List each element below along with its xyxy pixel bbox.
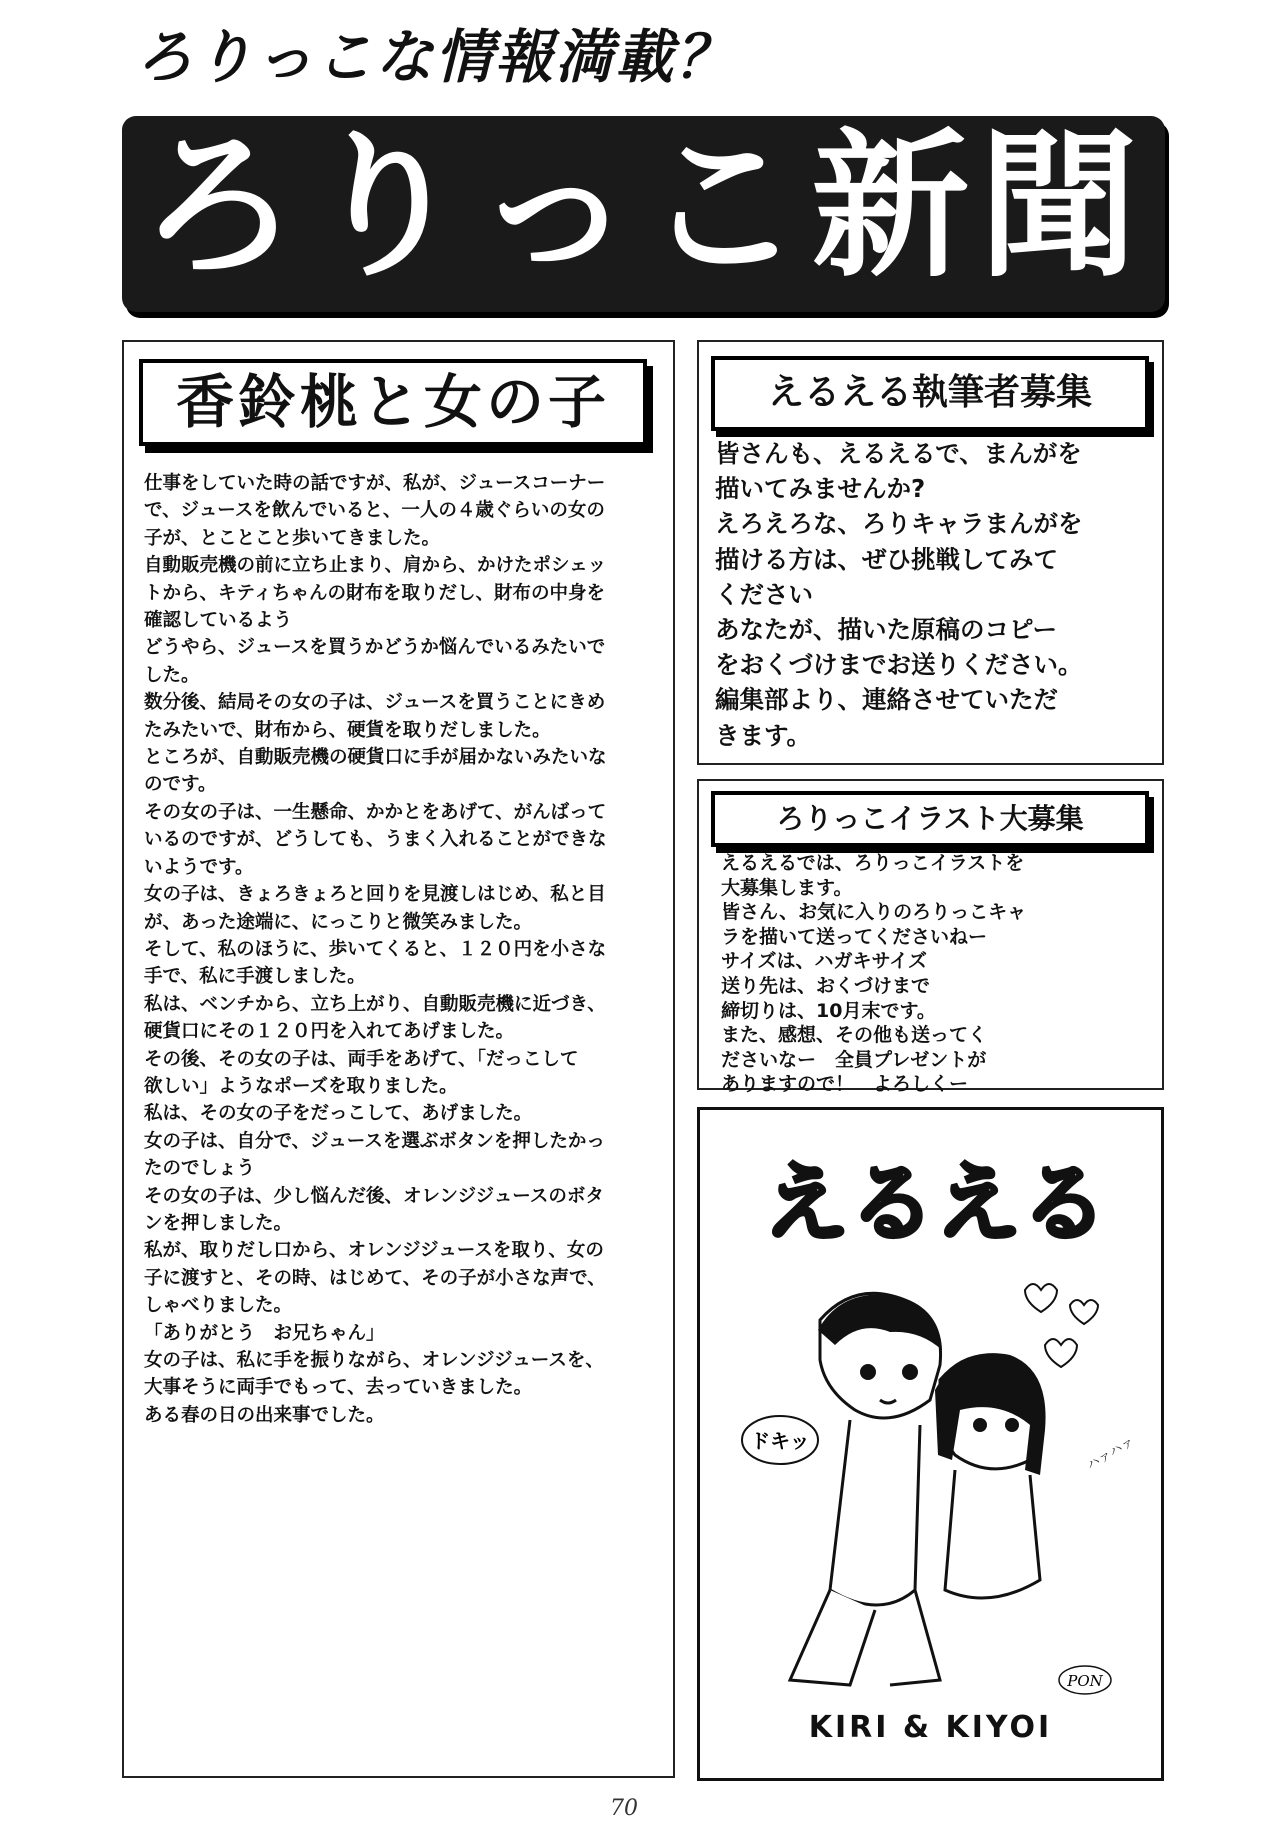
- text-line: 自動販売機の前に立ち止まり、肩から、かけたポシェッ: [144, 555, 607, 577]
- artwork-panel: [697, 1107, 1164, 1781]
- text-line: たのでしょう: [144, 1158, 256, 1180]
- text-line: ださいなー 全員プレゼントが: [721, 1048, 987, 1071]
- text-line: そして、私のほうに、歩いてくると、１２０円を小さな: [144, 938, 607, 960]
- text-line: サイズは、ハガキサイズ: [721, 950, 927, 973]
- artwork-caption: KIRI & KIYOI: [808, 1710, 1053, 1745]
- text-line: ある春の日の出来事でした。: [144, 1404, 385, 1426]
- text-line: えるえるでは、ろりっこイラストを: [721, 852, 1025, 874]
- text-line: その女の子は、一生懸命、かかとをあげて、がんばって: [144, 801, 607, 823]
- text-line: ところが、自動販売機の硬貨口に手が届かないみたいな: [144, 747, 607, 769]
- text-line: 締切りは、10月末です。: [721, 999, 936, 1022]
- sigh-text: ハァハァ: [1084, 1434, 1138, 1474]
- page-number: 70: [610, 1796, 638, 1821]
- text-line: 子に渡すと、その時、はじめて、その子が小さな声で、: [144, 1267, 606, 1289]
- elel-logo-text: えるえる: [763, 1154, 1107, 1254]
- text-line: しゃべりました。: [144, 1295, 293, 1317]
- essay-panel: [122, 340, 675, 1778]
- text-line: 硬貨口にその１２０円を入れてあげました。: [144, 1021, 515, 1043]
- newspaper-title: ろりっこ新聞: [139, 115, 1148, 299]
- text-line: 数分後、結局その女の子は、ジュースを買うことにきめ: [144, 692, 606, 714]
- illust-recruit-body: [721, 851, 1161, 1097]
- text-line: 私は、その女の子をだっこして、あげました。: [144, 1103, 533, 1125]
- text-line: 私が、取りだし口から、オレンジジュースを取り、女の: [144, 1240, 604, 1262]
- text-line: 編集部より、連絡させていただ: [715, 685, 1058, 715]
- illust-recruit-panel: [697, 779, 1164, 1096]
- text-line: いるのですが、どうしても、うまく入れることができな: [144, 829, 607, 851]
- text-line: 私は、ベンチから、立ち上がり、自動販売機に近づき、: [144, 993, 606, 1015]
- text-line: また、感想、その他も送ってく: [721, 1024, 988, 1047]
- text-line: いようです。: [144, 856, 254, 878]
- character-illustration: [740, 1260, 1138, 1700]
- writer-recruit-panel: [697, 340, 1164, 765]
- text-line: その女の子は、少し悩んだ後、オレンジジュースのボタ: [144, 1185, 604, 1207]
- text-line: 「ありがとう お兄ちゃん」: [144, 1322, 385, 1344]
- text-line: 子が、とことこと歩いてきました。: [144, 527, 441, 549]
- elel-logo: [763, 1148, 1107, 1258]
- text-line: ください: [715, 579, 813, 609]
- text-line: で、ジュースを飲んでいると、一人の４歳ぐらいの女の: [144, 500, 605, 522]
- text-line: 大募集します。: [721, 876, 853, 899]
- text-line: のです。: [144, 774, 217, 796]
- text-line: どうやら、ジュースを買うかどうか悩んでいるみたいで: [144, 637, 606, 659]
- text-line: ンを押しました。: [144, 1212, 293, 1234]
- text-line: トから、キティちゃんの財布を取りだし、財布の中身を: [144, 582, 606, 604]
- text-line: ラを描いて送ってくださいねー: [721, 925, 988, 948]
- text-line: たみたいで、財布から、硬貨を取りだしました。: [144, 719, 551, 741]
- kicker-headline: ろりっこな情報満載？: [135, 23, 736, 91]
- text-line: 確認しているよう: [144, 610, 293, 632]
- text-line: した。: [144, 664, 200, 686]
- sfx-text: ドキッ: [750, 1429, 810, 1453]
- masthead-banner: [122, 116, 1165, 312]
- text-line: 描ける方は、ぜひ挑戦してみて: [715, 544, 1058, 574]
- text-line: が、あった途端に、にっこりと微笑みました。: [144, 911, 532, 933]
- text-line: 欲しい」ようなポーズを取りました。: [144, 1075, 458, 1097]
- text-line: 女の子は、私に手を振りながら、オレンジジュースを、: [144, 1350, 604, 1371]
- artist-signature: PON: [1067, 1672, 1103, 1690]
- text-line: きます。: [715, 720, 812, 750]
- text-line: 皆さんも、えるえるで、まんがを: [715, 439, 1082, 468]
- illust-recruit-heading: ろりっこイラスト大募集: [711, 791, 1149, 847]
- text-line: 大事そうに両手でもって、去っていきました。: [144, 1377, 533, 1399]
- text-line: 送り先は、おくづけまで: [721, 974, 931, 997]
- text-line: 女の子は、自分で、ジュースを選ぶボタンを押したかっ: [144, 1130, 605, 1152]
- text-line: 手で、私に手渡しました。: [144, 966, 366, 988]
- text-line: ありますので！ よろしくー: [721, 1073, 969, 1096]
- text-line: 皆さん、お気に入りのろりっこキャ: [721, 901, 1027, 924]
- text-line: その後、その女の子は、両手をあげて、「だっこして: [144, 1048, 579, 1070]
- essay-heading: 香鈴桃と女の子: [139, 359, 647, 446]
- text-line: 仕事をしていた時の話ですが、私が、ジュースコーナー: [144, 473, 606, 494]
- text-line: をおくづけまでお送りください。: [715, 650, 1083, 680]
- text-line: えろえろな、ろりキャラまんがを: [715, 509, 1083, 539]
- writer-recruit-heading: えるえる執筆者募集: [711, 356, 1149, 431]
- text-line: 描いてみませんか?: [715, 474, 926, 504]
- writer-recruit-body: [715, 436, 1160, 753]
- text-line: 女の子は、きょろきょろと回りを見渡しはじめ、私と目: [144, 884, 606, 906]
- essay-body: [144, 470, 664, 1429]
- text-line: あなたが、描いた原稿のコピー: [715, 615, 1058, 645]
